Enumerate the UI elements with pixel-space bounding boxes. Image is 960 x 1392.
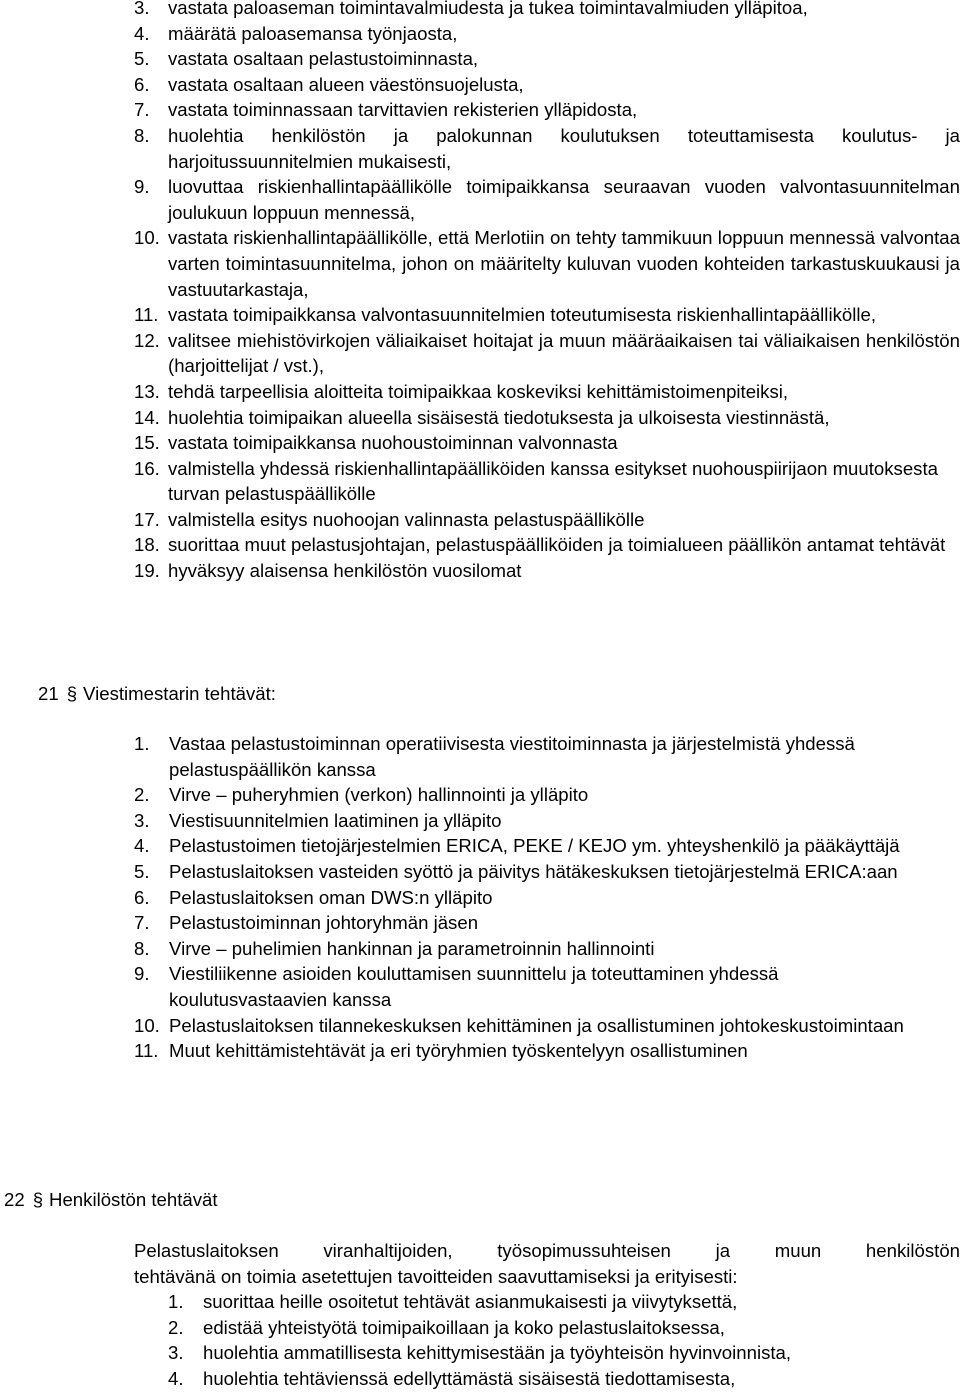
list-item-text: Muut kehittämistehtävät ja eri työryhmien työskentelyyn osallistuminen — [169, 1040, 748, 1062]
section-title: Viestimestarin tehtävät: — [83, 683, 276, 704]
section-heading — [38, 681, 276, 707]
list-item-text: vastata toimipaikkansa valvontasuunnitelmien toteutumisesta riskienhallintapäällikölle, — [168, 304, 876, 326]
list-item-text: vastata riskienhallintapäällikölle, että Merlotiin on tehty tammikuun loppuun mennessä valvontaa varten toimintasuunnitelma, johon on määritelty kuluvan vuoden kohteiden tarkastuskuukausi ja vastuutarkastaja, — [168, 227, 960, 300]
section-intro-paragraph — [134, 1238, 960, 1289]
list-item-number: 1. — [134, 733, 150, 754]
list-item — [134, 532, 960, 558]
list-item-text: valmistella esitys nuohoojan valinnasta pelastuspäällikölle — [168, 508, 645, 530]
list-item-number: 13. — [134, 380, 160, 402]
list-item-text: vastata toimipaikkansa nuohoustoiminnan valvonnasta — [168, 432, 618, 454]
list-item-text: vastata osaltaan alueen väestönsuojelusta, — [168, 73, 524, 95]
list-item-number: 9. — [134, 963, 150, 985]
list-item-number: 5. — [134, 860, 150, 882]
list-item — [134, 430, 960, 456]
list-item — [134, 507, 960, 533]
radio-master-duties-list — [134, 731, 924, 1064]
staff-duties-list — [168, 1289, 960, 1391]
list-item-number: 10. — [134, 1014, 160, 1036]
list-item-text: Pelastuslaitoksen tilannekeskuksen kehittäminen ja osallistuminen johtokeskustoimintaan — [169, 1014, 904, 1036]
list-item — [134, 328, 960, 379]
section-symbol: § — [66, 683, 78, 704]
list-item-text: määrätä paloasemansa työnjaosta, — [168, 22, 458, 44]
list-item — [134, 1038, 924, 1064]
list-item-number: 11. — [134, 1040, 159, 1062]
list-item-number: 14. — [134, 406, 160, 428]
list-item — [134, 225, 960, 302]
list-item-number: 10. — [134, 227, 160, 249]
list-item-number: 3. — [134, 809, 150, 831]
list-item — [134, 456, 960, 507]
list-item-text: huolehtia ammatillisesta kehittymisestään ja työyhteisön hyvinvoinnista, — [203, 1342, 792, 1364]
list-item-text: luovuttaa riskienhallintapäällikölle toimipaikkansa seuraavan vuoden valvontasuunnitelman joulukuun loppuun mennessä, — [168, 176, 960, 223]
list-item-number: 15. — [134, 432, 160, 454]
list-item — [134, 936, 924, 962]
list-item — [168, 1289, 960, 1315]
list-item-number: 8. — [134, 937, 150, 959]
list-item-number: 18. — [134, 534, 160, 556]
list-item — [168, 1366, 960, 1392]
list-item-text: huolehtia henkilöstön ja palokunnan koulutuksen toteuttamisesta koulutus- ja harjoitussuunnitelmien mukaisesti, — [168, 124, 960, 172]
list-item — [134, 46, 960, 72]
list-item — [134, 302, 960, 328]
list-item-text: vastata paloaseman toimintavalmiudesta ja tukea toimintavalmiuden ylläpitoa, — [168, 0, 808, 18]
section-number: 21 — [38, 683, 59, 704]
list-item-text: Pelastustoiminnan johtoryhmän jäsen — [169, 912, 479, 934]
list-item-number: 7. — [134, 99, 150, 121]
list-item-number: 7. — [134, 912, 150, 934]
list-item — [134, 808, 924, 834]
list-item — [134, 859, 924, 885]
list-item — [134, 405, 960, 431]
list-item-text: Vastaa pelastustoiminnan operatiivisesta viestitoiminnasta ja järjestelmistä yhdessä pelastuspäällikön kanssa — [169, 733, 855, 780]
list-item-number: 4. — [168, 1367, 184, 1389]
list-item — [134, 72, 960, 98]
list-item-number: 17. — [134, 508, 160, 530]
list-item-text: Pelastuslaitoksen vasteiden syöttö ja päivitys hätäkeskuksen tietojärjestelmä ERICA:aan — [169, 860, 898, 882]
list-item-text: vastata toiminnassaan tarvittavien rekisterien ylläpidosta, — [168, 99, 638, 121]
list-item-text: suorittaa muut pelastusjohtajan, pelastuspäälliköiden ja toimialueen päällikön antamat tehtävät — [168, 534, 946, 556]
section-number: 22 — [4, 1189, 25, 1210]
list-item-number: 3. — [134, 0, 150, 18]
list-item — [168, 1340, 960, 1366]
list-item-text: vastata osaltaan pelastustoiminnasta, — [168, 48, 479, 70]
list-item — [134, 731, 924, 782]
list-item-text: suorittaa heille osoitetut tehtävät asianmukaisesti ja viivytyksettä, — [203, 1291, 738, 1312]
list-item — [134, 910, 924, 936]
list-item-text: Viestisuunnitelmien laatiminen ja ylläpito — [169, 809, 502, 831]
list-item-number: 8. — [134, 124, 150, 146]
list-item-text: valmistella yhdessä riskienhallintapäälliköiden kanssa esitykset nuohouspiirijaon muutoksesta turvan pelastuspäällikölle — [168, 457, 938, 505]
list-item-text: hyväksyy alaisensa henkilöstön vuosilomat — [168, 560, 522, 582]
list-item-number: 9. — [134, 176, 150, 198]
list-item-text: Virve – puhelimien hankinnan ja parametroinnin hallinnointi — [169, 937, 655, 959]
list-item-number: 1. — [168, 1291, 184, 1312]
list-item — [134, 1013, 924, 1039]
list-item-number: 11. — [134, 304, 159, 326]
list-item — [134, 558, 960, 584]
list-item — [134, 961, 924, 1012]
list-item-text: tehdä tarpeellisia aloitteita toimipaikkaa koskeviksi kehittämistoimenpiteiksi, — [168, 380, 789, 402]
list-item-number: 4. — [134, 835, 150, 857]
list-item — [134, 379, 960, 405]
list-item — [134, 123, 960, 174]
list-item — [134, 97, 960, 123]
list-item-number: 2. — [168, 1316, 184, 1338]
section-title: Henkilöstön tehtävät — [49, 1189, 218, 1210]
list-item-number: 5. — [134, 48, 150, 70]
list-item-text: Pelastuslaitoksen oman DWS:n ylläpito — [169, 886, 493, 908]
list-item — [134, 782, 924, 808]
section-symbol: § — [32, 1189, 44, 1210]
list-item-number: 2. — [134, 784, 150, 806]
list-item-number: 3. — [168, 1342, 184, 1364]
list-item-number: 6. — [134, 73, 150, 95]
list-item-text: huolehtia tehtävienssä edellyttämästä sisäisestä tiedottamisesta, — [203, 1367, 736, 1389]
list-item — [134, 885, 924, 911]
list-item — [134, 833, 924, 859]
list-item-number: 12. — [134, 329, 160, 351]
list-item-text: Viestiliikenne asioiden kouluttamisen suunnittelu ja toteuttaminen yhdessä koulutusvastaavien kanssa — [169, 963, 779, 1010]
list-item — [134, 174, 960, 225]
list-item — [168, 1315, 960, 1341]
duties-list-continued — [134, 0, 960, 584]
list-item-number: 6. — [134, 886, 150, 908]
list-item-text: valitsee miehistövirkojen väliaikaiset hoitajat ja muun määräaikaisen tai väliaikaisen henkilöstön (harjoittelijat / vst.), — [168, 329, 960, 377]
list-item-text: Virve – puheryhmien (verkon) hallinnointi ja ylläpito — [169, 784, 589, 806]
list-item — [134, 0, 960, 21]
list-item-number: 4. — [134, 22, 150, 44]
list-item-text: huolehtia toimipaikan alueella sisäisestä tiedotuksesta ja ulkoisesta viestinnästä, — [168, 406, 830, 428]
list-item-text: Pelastustoimen tietojärjestelmien ERICA, PEKE / KEJO ym. yhteyshenkilö ja pääkäyttäjä — [169, 835, 900, 857]
intro-line: Pelastuslaitoksen viranhaltijoiden, työsopimussuhteisen ja muun henkilöstön — [134, 1240, 960, 1261]
intro-line: tehtävänä on toimia asetettujen tavoitteiden saavuttamiseksi ja erityisesti: — [134, 1265, 738, 1287]
section-heading — [4, 1187, 218, 1213]
list-item-number: 19. — [134, 560, 160, 582]
list-item-text: edistää yhteistyötä toimipaikoillaan ja koko pelastuslaitoksessa, — [203, 1316, 725, 1338]
list-item-number: 16. — [134, 457, 160, 479]
list-item — [134, 21, 960, 47]
